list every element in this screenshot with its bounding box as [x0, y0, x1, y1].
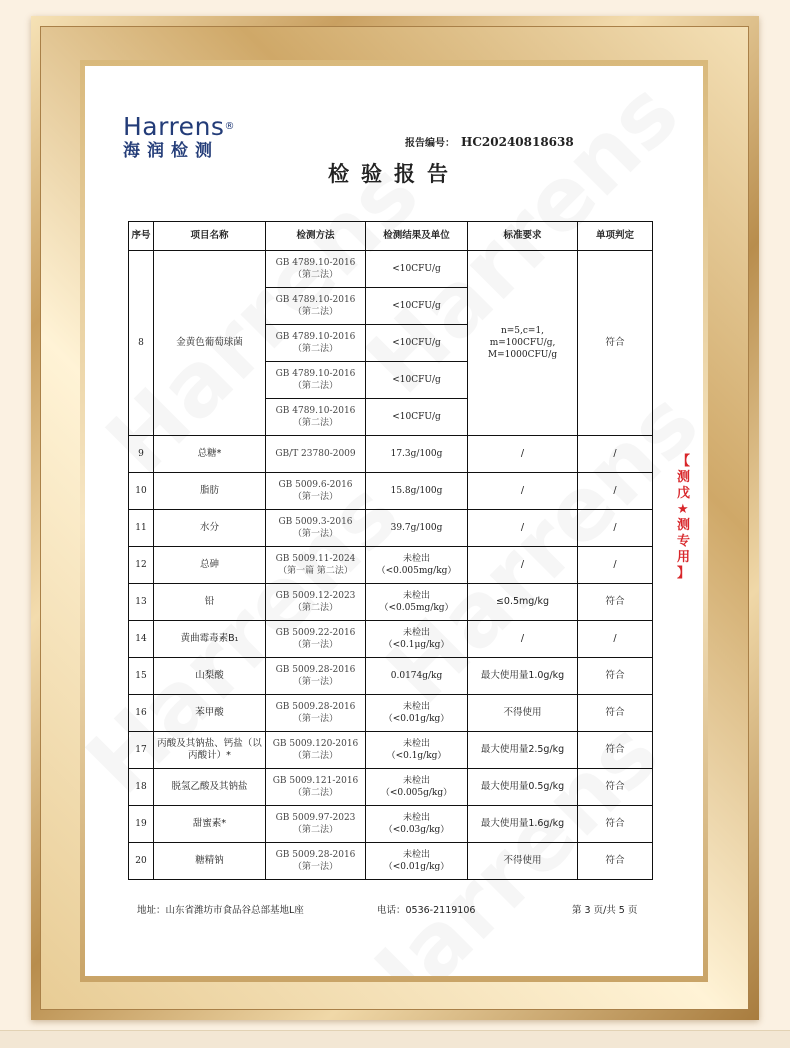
table-row — [129, 806, 653, 843]
row-method: GB 4789.10-2016 （第二法） — [266, 399, 366, 436]
row-verdict: / — [578, 547, 653, 584]
row-standard: / — [468, 436, 578, 473]
row-standard: / — [468, 510, 578, 547]
table-row — [129, 473, 653, 510]
row-item: 苯甲酸 — [154, 695, 266, 732]
row-method: GB 5009.28-2016 （第一法） — [266, 843, 366, 880]
row-result: 未检出 （<0.03g/kg） — [366, 806, 468, 843]
row-item: 金黄色葡萄球菌 — [154, 251, 266, 436]
row-standard: / — [468, 547, 578, 584]
row-method: GB 4789.10-2016 （第二法） — [266, 362, 366, 399]
header-no: 序号 — [129, 222, 154, 251]
row-item: 糖精钠 — [154, 843, 266, 880]
row-verdict: / — [578, 473, 653, 510]
table-row — [129, 843, 653, 880]
table-row — [129, 658, 653, 695]
footer-address: 地址：山东省潍坊市食品谷总部基地L座 — [137, 905, 304, 916]
row-no: 14 — [129, 621, 154, 658]
row-result: 15.8g/100g — [366, 473, 468, 510]
row-method: GB 4789.10-2016 （第二法） — [266, 288, 366, 325]
row-verdict: 符合 — [578, 695, 653, 732]
row-result: 0.0174g/kg — [366, 658, 468, 695]
row-method: GB 5009.120-2016 （第二法） — [266, 732, 366, 769]
table-row — [129, 732, 653, 769]
row-standard: 最大使用量0.5g/kg — [468, 769, 578, 806]
row-no: 16 — [129, 695, 154, 732]
row-item: 山梨酸 — [154, 658, 266, 695]
report-number — [405, 134, 574, 149]
row-standard: / — [468, 473, 578, 510]
row-result: 39.7g/100g — [366, 510, 468, 547]
results-table — [128, 221, 653, 880]
row-standard: 最大使用量1.0g/kg — [468, 658, 578, 695]
row-method: GB 4789.10-2016 （第二法） — [266, 325, 366, 362]
row-method: GB 5009.121-2016 （第二法） — [266, 769, 366, 806]
row-verdict: 符合 — [578, 251, 653, 436]
bottom-strip — [0, 1030, 790, 1048]
row-result: <10CFU/g — [366, 362, 468, 399]
row-verdict: / — [578, 621, 653, 658]
row-result: <10CFU/g — [366, 399, 468, 436]
row-no: 19 — [129, 806, 154, 843]
logo-chinese-name: 海润检测 — [123, 141, 219, 161]
row-verdict: 符合 — [578, 658, 653, 695]
row-item: 丙酸及其钠盐、钙盐（以丙酸计）* — [154, 732, 266, 769]
row-verdict: / — [578, 510, 653, 547]
header-result: 检测结果及单位 — [366, 222, 468, 251]
row-no: 13 — [129, 584, 154, 621]
row-method: GB 5009.28-2016 （第一法） — [266, 658, 366, 695]
table-row — [129, 251, 653, 288]
row-item: 黄曲霉毒素B₁ — [154, 621, 266, 658]
row-method: GB 5009.22-2016 （第一法） — [266, 621, 366, 658]
row-standard: 不得使用 — [468, 843, 578, 880]
row-result: 未检出 （<0.005g/kg） — [366, 769, 468, 806]
table-row — [129, 436, 653, 473]
row-result: 未检出 （<0.1g/kg） — [366, 732, 468, 769]
row-method: GB 5009.97-2023 （第二法） — [266, 806, 366, 843]
row-standard: ≤0.5mg/kg — [468, 584, 578, 621]
report-page — [85, 66, 703, 976]
row-verdict: 符合 — [578, 732, 653, 769]
row-item: 总糖* — [154, 436, 266, 473]
footer-page-number: 第 3 页/共 5 页 — [572, 905, 638, 916]
row-result: <10CFU/g — [366, 325, 468, 362]
row-result: 未检出 （<0.01g/kg） — [366, 843, 468, 880]
row-no: 18 — [129, 769, 154, 806]
row-method: GB 5009.12-2023 （第二法） — [266, 584, 366, 621]
row-no: 15 — [129, 658, 154, 695]
row-standard: / — [468, 621, 578, 658]
row-result: 未检出 （<0.005mg/kg） — [366, 547, 468, 584]
table-row — [129, 769, 653, 806]
row-no: 20 — [129, 843, 154, 880]
row-method: GB/T 23780-2009 — [266, 436, 366, 473]
row-no: 10 — [129, 473, 154, 510]
logo-wordmark: Harrens — [123, 112, 225, 141]
row-verdict: 符合 — [578, 584, 653, 621]
row-item: 甜蜜素* — [154, 806, 266, 843]
report-number-value: HC20240818638 — [461, 135, 574, 149]
header-verdict: 单项判定 — [578, 222, 653, 251]
row-no: 11 — [129, 510, 154, 547]
row-item: 脱氢乙酸及其钠盐 — [154, 769, 266, 806]
table-row — [129, 621, 653, 658]
row-verdict: 符合 — [578, 843, 653, 880]
row-method: GB 5009.11-2024 （第一篇 第二法） — [266, 547, 366, 584]
footer-phone: 电话：0536-2119106 — [377, 905, 476, 916]
row-result: 未检出 （<0.1μg/kg） — [366, 621, 468, 658]
row-standard: 最大使用量2.5g/kg — [468, 732, 578, 769]
header-method: 检测方法 — [266, 222, 366, 251]
table-row — [129, 584, 653, 621]
registered-mark: ® — [224, 121, 235, 132]
row-no: 9 — [129, 436, 154, 473]
row-method: GB 4789.10-2016 （第二法） — [266, 251, 366, 288]
row-method: GB 5009.3-2016 （第一法） — [266, 510, 366, 547]
inspection-seal-stamp: 【 测 戊 ★ 测 专 用 】 — [677, 454, 691, 581]
row-no: 12 — [129, 547, 154, 584]
row-no: 8 — [129, 251, 154, 436]
header-standard: 标准要求 — [468, 222, 578, 251]
table-row — [129, 510, 653, 547]
row-standard: n=5,c=1, m=100CFU/g, M=1000CFU/g — [468, 251, 578, 436]
row-verdict: 符合 — [578, 769, 653, 806]
row-result: 未检出 （<0.05mg/kg） — [366, 584, 468, 621]
row-method: GB 5009.6-2016 （第一法） — [266, 473, 366, 510]
row-item: 总砷 — [154, 547, 266, 584]
row-no: 17 — [129, 732, 154, 769]
header-item: 项目名称 — [154, 222, 266, 251]
row-result: 未检出 （<0.01g/kg） — [366, 695, 468, 732]
row-result: <10CFU/g — [366, 288, 468, 325]
row-standard: 最大使用量1.6g/kg — [468, 806, 578, 843]
row-verdict: / — [578, 436, 653, 473]
report-number-label: 报告编号： — [405, 138, 455, 149]
row-result: <10CFU/g — [366, 251, 468, 288]
company-logo — [123, 114, 235, 162]
row-item: 铅 — [154, 584, 266, 621]
table-header-row — [129, 222, 653, 251]
row-result: 17.3g/100g — [366, 436, 468, 473]
row-method: GB 5009.28-2016 （第一法） — [266, 695, 366, 732]
table-row — [129, 547, 653, 584]
row-item: 水分 — [154, 510, 266, 547]
row-verdict: 符合 — [578, 806, 653, 843]
page-title: 检验报告 — [328, 162, 460, 186]
row-standard: 不得使用 — [468, 695, 578, 732]
table-row — [129, 695, 653, 732]
row-item: 脂肪 — [154, 473, 266, 510]
